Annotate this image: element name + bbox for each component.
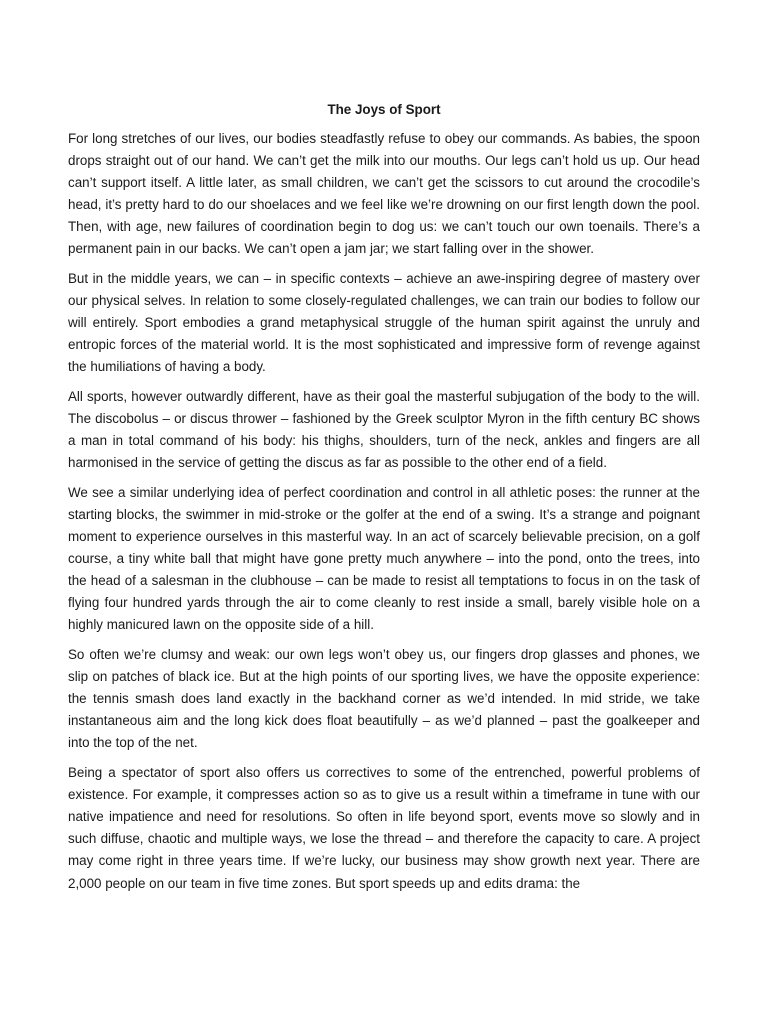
paragraph-1: For long stretches of our lives, our bodies steadfastly refuse to obey our commands. As babies, the spoon drops straight out of our hand. We can’t get the milk into our mouths. Our legs can’t hold us up. Our head can’t support itself. A little later, as small children, we can’t get the scissors to cut around the crocodile’s head, it’s pretty hard to do our shoelaces and we feel like we’re drowning on our first length down the pool. Then, with age, new failures of coordination begin to dog us: we can’t touch our own toenails. There’s a permanent pain in our backs. We can’t open a jam jar; we start falling over in the shower. <box>68 131 700 257</box>
paragraph-2: But in the middle years, we can – in specific contexts – achieve an awe-inspiring degree of mastery over our physical selves. In relation to some closely-regulated challenges, we can train our bodies to follow our will entirely. Sport embodies a grand metaphysical struggle of the human spirit against the unruly and entropic forces of the material world. It is the most sophisticated and impressive form of revenge against the humiliations of having a body. <box>68 271 700 375</box>
document-body <box>68 128 700 902</box>
paragraph-4: We see a similar underlying idea of perfect coordination and control in all athletic poses: the runner at the starting blocks, the swimmer in mid-stroke or the golfer at the end of a swing. It’s a strange and poignant moment to experience ourselves in this masterful way. In an act of scarcely believable precision, on a golf course, a tiny white ball that might have gone pretty much anywhere – into the pond, onto the trees, into the head of a salesman in the clubhouse – can be made to resist all temptations to focus in on the task of flying four hundred yards through the air to come cleanly to rest inside a small, barely visible hole on a highly manicured lawn on the opposite side of a hill. <box>68 484 700 633</box>
document-title: The Joys of Sport <box>327 102 441 117</box>
document-page <box>68 0 700 1024</box>
paragraph-5: So often we’re clumsy and weak: our own legs won’t obey us, our fingers drop glasses and phones, we slip on patches of black ice. But at the high points of our sporting lives, we have the opposite experience: the tennis smash does land exactly in the backhand corner as we’d intended. In mid stride, we take instantaneous aim and the long kick does float beautifully – as we’d planned – past the goalkeeper and into the top of the net. <box>68 647 700 751</box>
paragraph-3: All sports, however outwardly different, have as their goal the masterful subjugation of the body to the will. The discobolus – or discus thrower – fashioned by the Greek sculptor Myron in the fifth century BC shows a man in total command of his body: his thighs, shoulders, turn of the neck, ankles and fingers are all harmonised in the service of getting the discus as far as possible to the other end of a field. <box>68 389 700 471</box>
paragraph-6: Being a spectator of sport also offers us correctives to some of the entrenched, powerful problems of existence. For example, it compresses action so as to give us a result within a timeframe in tune with our native impatience and need for resolutions. So often in life beyond sport, events move so slowly and in such diffuse, chaotic and multiple ways, we lose the thread – and therefore the capacity to care. A project may come right in three years time. If we’re lucky, our business may show growth next year. There are 2,000 people on our team in five time zones. But sport speeds up and edits drama: the <box>68 765 700 891</box>
